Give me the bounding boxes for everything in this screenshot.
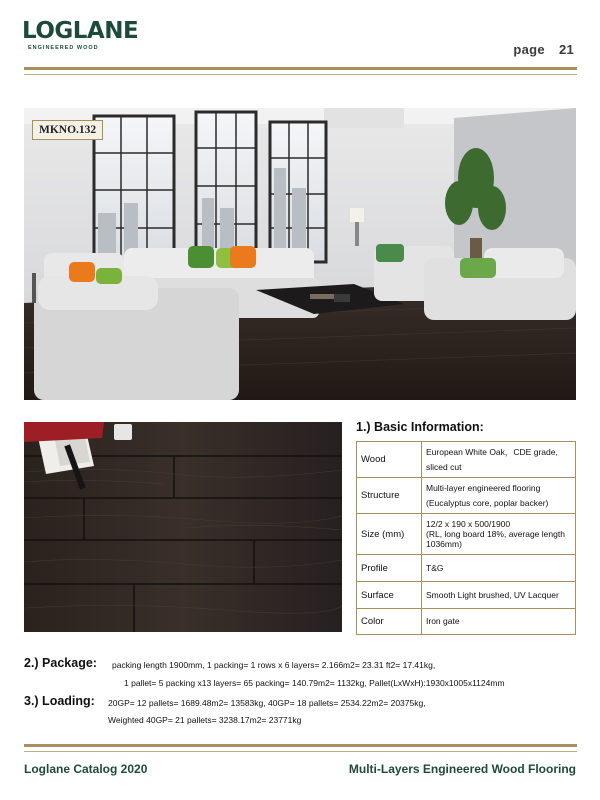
page-indicator — [513, 42, 574, 57]
table-row — [357, 442, 576, 478]
floor-sample-photo — [24, 422, 342, 632]
footer-catalog-title: Loglane Catalog 2020 — [24, 762, 148, 776]
table-row — [357, 555, 576, 582]
page-number: 21 — [558, 42, 574, 57]
spec-value: Multi-layer engineered flooring (Eucalyptus core, poplar backer) — [422, 478, 576, 514]
table-row — [357, 478, 576, 514]
basic-info-heading: 1.) Basic Information: — [356, 420, 484, 434]
spec-value: European White Oak，CDE grade, sliced cut — [422, 442, 576, 478]
header-rule-top — [24, 67, 577, 70]
loading-heading: 3.) Loading: — [24, 694, 95, 708]
spec-key: Profile — [357, 555, 422, 582]
header-rule-bottom — [24, 74, 577, 75]
footer-rule-top — [24, 744, 577, 747]
package-line-1: packing length 1900mm, 1 packing= 1 rows x 6 layers= 2.166m2= 23.31 ft2= 17.41kg, — [112, 660, 436, 670]
logo-subtitle: ENGINEERED WOOD — [28, 45, 99, 51]
spec-key: Color — [357, 609, 422, 635]
spec-table — [356, 441, 576, 635]
page-word: page — [513, 42, 545, 57]
brand-logo — [22, 18, 139, 58]
table-row — [357, 514, 576, 555]
model-number-tag: MKNO.132 — [32, 120, 103, 140]
spec-key: Surface — [357, 582, 422, 609]
spec-value: Iron gate — [422, 609, 576, 635]
package-line-2: 1 pallet= 5 packing x13 layers= 65 packing= 140.79m2= 1132kg, Pallet(LxWxH):1930x1005x1124mm — [124, 678, 505, 688]
spec-value: Smooth Light brushed, UV Lacquer — [422, 582, 576, 609]
loading-line-1: 20GP= 12 pallets= 1689.48m2= 13583kg, 40GP= 18 pallets= 2534.22m2= 20375kg, — [108, 698, 426, 708]
spec-key: Wood — [357, 442, 422, 478]
footer-rule-bottom — [24, 751, 577, 752]
spec-value: T&G — [422, 555, 576, 582]
table-row — [357, 609, 576, 635]
logo-wordmark: LOGLANE — [22, 18, 139, 44]
living-room-photo — [24, 108, 576, 400]
package-heading: 2.) Package: — [24, 656, 97, 670]
table-row — [357, 582, 576, 609]
spec-key: Size (mm) — [357, 514, 422, 555]
footer-product-line: Multi-Layers Engineered Wood Flooring — [348, 762, 576, 776]
spec-value: 12/2 x 190 x 500/1900 (RL, long board 18%, average length 1036mm) — [422, 514, 576, 555]
spec-key: Structure — [357, 478, 422, 514]
loading-line-2: Weighted 40GP= 21 pallets= 3238.17m2= 23771kg — [108, 715, 302, 725]
